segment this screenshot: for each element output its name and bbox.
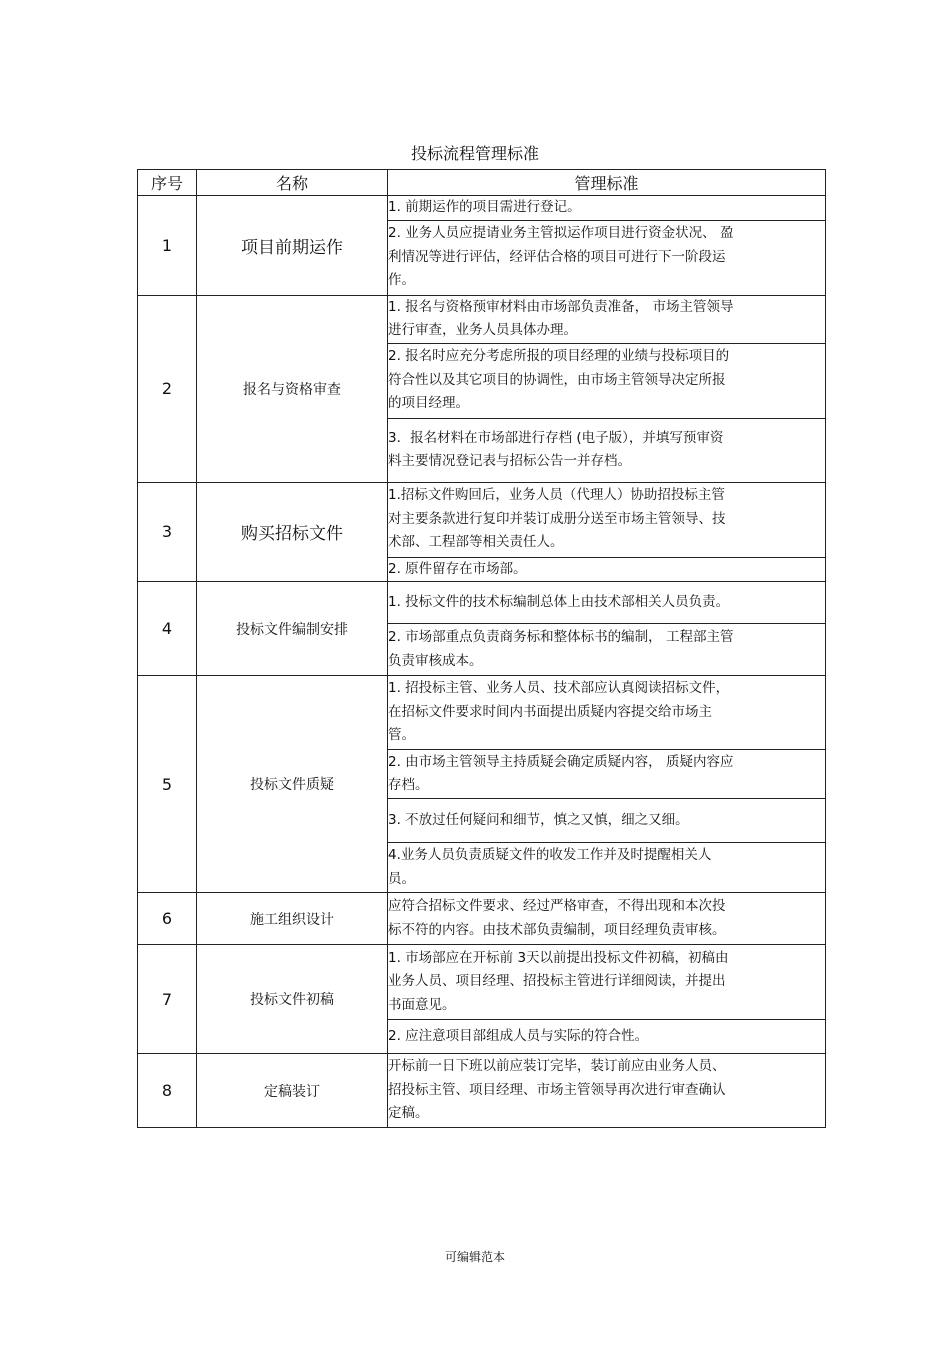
standard-line: 1. 前期运作的项目需进行登记。 [388,199,581,215]
table-row [138,893,826,945]
table-row [138,295,826,343]
standard-line: 开标前一日下班以前应装订完毕，装订前应由业务人员、 [388,1058,726,1075]
standard-line: 进行审查，业务人员具体办理。 [388,322,577,338]
standard-line: 的项目经理。 [388,395,469,412]
standard-line: 存档。 [388,777,429,793]
row-name: 投标文件初稿 [197,945,388,1054]
standard-line: 术部、工程部等相关责任人。 [388,534,564,551]
standard-line: 1. 招投标主管、业务人员、技术部应认真阅读招标文件， [388,680,730,697]
row-name: 定稿装订 [197,1054,388,1128]
standard-item [388,220,826,295]
header-index: 序号 [138,170,197,196]
table-row [138,196,826,221]
standard-line: 负责审核成本。 [388,652,483,669]
standard-line: 2. 由市场主管领导主持质疑会确定质疑内容， 质疑内容应 [388,753,734,770]
standard-line: 作。 [388,272,415,289]
row-index: 3 [138,482,197,582]
standard-line: 在招标文件要求时间内书面提出质疑内容提交给市场主 [388,703,712,720]
standard-line: 标不符的内容。由技术部负责编制，项目经理负责审核。 [388,921,726,938]
standard-line: 2. 原件留存在市场部。 [388,560,527,577]
row-name: 报名与资格审查 [197,295,388,482]
standard-item [388,295,826,343]
standard-line: 符合性以及其它项目的协调性，由市场主管领导决定所报 [388,371,726,388]
header-name: 名称 [197,170,388,196]
standard-line: 料主要情况登记表与招标公告一并存档。 [388,453,631,469]
standard-line: 业务人员、项目经理、招投标主管进行详细阅读，并提出 [388,973,726,990]
standard-line: 书面意见。 [388,996,456,1013]
standard-item [388,418,826,482]
row-name: 投标文件编制安排 [197,582,388,676]
table-body [138,196,826,1128]
row-index: 8 [138,1054,197,1128]
standard-line: 2. 报名时应充分考虑所报的项目经理的业绩与投标项目的 [388,348,730,365]
row-index: 7 [138,945,197,1054]
table-header-row [138,170,826,196]
standard-item [388,893,826,945]
table-row [138,1054,826,1128]
row-name: 项目前期运作 [197,196,388,296]
table-row [138,676,826,750]
document-title: 投标流程管理标准 [410,144,539,163]
row-name: 投标文件质疑 [197,676,388,893]
standard-line: 3. 不放过任何疑问和细节，慎之又慎，细之又细。 [388,811,689,828]
standard-item [388,343,826,418]
standard-line: 对主要条款进行复印并装订成册分送至市场主管领导、技 [388,510,726,527]
standard-item [388,624,826,676]
standard-line: 4.业务人员负责质疑文件的收发工作并及时提醒相关人 [388,847,712,863]
standard-item [388,482,826,557]
standard-line: 招投标主管、项目经理、市场主管领导再次进行审查确认 [388,1081,726,1098]
standard-item [388,557,826,582]
row-index: 2 [138,295,197,482]
standard-item [388,1020,826,1054]
standard-line: 2. 业务人员应提请业务主管拟运作项目进行资金状况、 盈 [388,225,734,242]
standard-line: 2. 市场部重点负责商务标和整体标书的编制， 工程部主管 [388,629,734,645]
row-name: 购买招标文件 [197,482,388,582]
row-index: 4 [138,582,197,676]
standard-item [388,676,826,750]
table-row [138,582,826,624]
standard-item [388,196,826,221]
standard-item [388,945,826,1020]
standard-line: 1.招标文件购回后，业务人员（代理人）协助招投标主管 [388,487,725,504]
standard-line: 管。 [388,727,415,744]
standard-line: 定稿。 [388,1105,429,1122]
standard-item [388,750,826,799]
standard-line: 3．报名材料在市场部进行存档 (电子版），并填写预审资 [388,429,724,446]
header-standard: 管理标准 [388,170,826,196]
footer-note: 可编辑范本 [444,1250,505,1264]
standard-line: 员。 [388,870,415,887]
standard-item [388,582,826,624]
table-row [138,482,826,557]
standard-item [388,799,826,843]
standards-table [137,169,826,1128]
row-index: 6 [138,893,197,945]
row-index: 5 [138,676,197,893]
row-index: 1 [138,196,197,296]
standard-line: 1. 报名与资格预审材料由市场部负责准备， 市场主管领导 [388,298,734,315]
table-row [138,945,826,1020]
standard-item [388,1054,826,1128]
standard-line: 应符合招标文件要求、经过严格审查，不得出现和本次投 [388,898,726,914]
standard-line: 利情况等进行评估，经评估合格的项目可进行下一阶段运 [388,248,726,265]
standard-line: 1. 投标文件的技术标编制总体上由技术部相关人员负责。 [388,593,730,610]
standard-item [388,843,826,893]
row-name: 施工组织设计 [197,893,388,945]
standard-line: 1. 市场部应在开标前 3天以前提出投标文件初稿，初稿由 [388,949,729,966]
standard-line: 2. 应注意项目部组成人员与实际的符合性。 [388,1027,649,1044]
